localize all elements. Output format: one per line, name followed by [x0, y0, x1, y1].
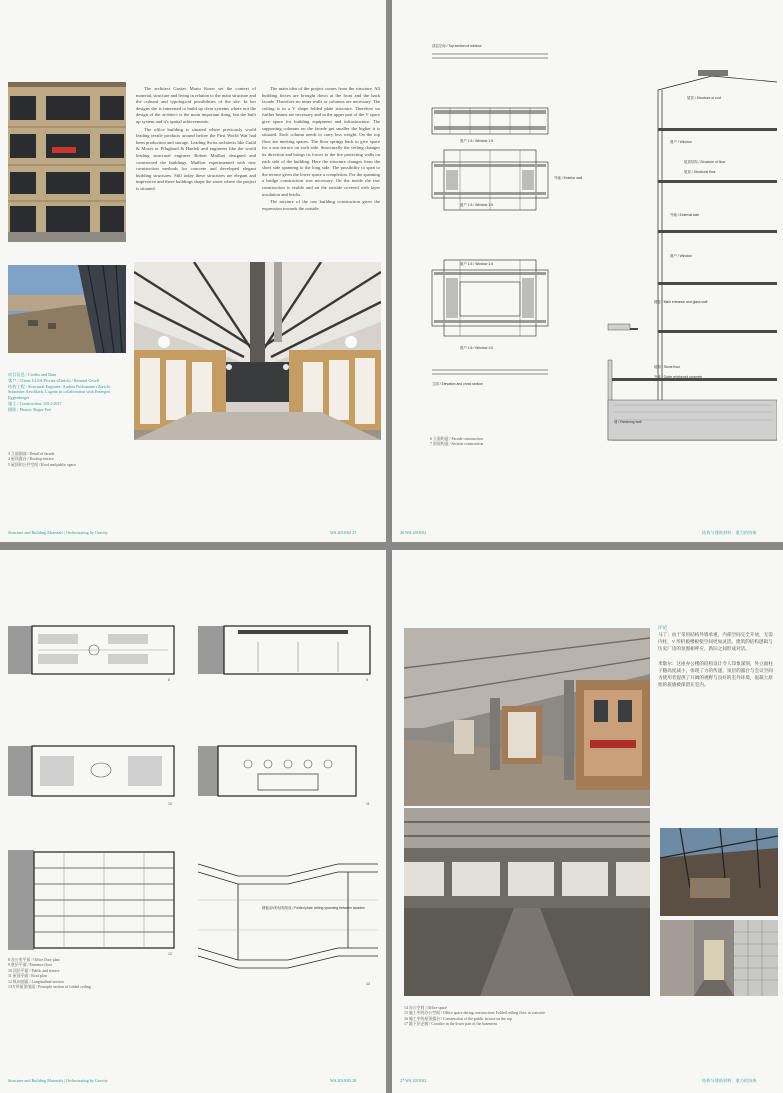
longitudinal-section — [8, 850, 176, 950]
caption: 6 立面构造 / Facade construction — [430, 437, 483, 441]
caption: 14 办公空间 / Office space — [404, 1006, 447, 1010]
caption: 17 地下层走廊 / Corridor in the lower part of the basement — [404, 1022, 497, 1027]
drawing-label: 顶层空间 / Top section of window — [432, 44, 482, 48]
drawing-label: 外墙 / External wall — [670, 213, 699, 217]
drawing-label: 窗户 1:5 / Window 1:5 — [460, 203, 493, 207]
corridor-photo — [660, 920, 778, 996]
page-number: 25 — [352, 530, 357, 535]
drawing-label: 窗户 / Window — [670, 140, 692, 144]
figure-captions — [8, 452, 76, 468]
figure-captions — [8, 958, 91, 990]
commentary-paragraph: 米歇尔：这座办公楼的结构设计令人印象深刻，外立面柱子随高度减小，体现了力的传递，顶层的露台与会议空间为使用者提供了开阔的视野与良好的室外环境，混凝土原始的质感被保留在室内。 — [658, 661, 773, 687]
office-space-photo — [404, 628, 650, 806]
credit-line: Eggenberger — [8, 395, 30, 401]
page-footer-left: Structure and Building Materials | Orchestrating by Gravity — [8, 530, 108, 535]
folded-ceiling-section — [198, 850, 378, 982]
public-terrace-plan — [8, 740, 176, 802]
page-footer-right: 结构与建筑材料：重力的协奏 — [702, 1078, 757, 1083]
credit-line: 结构工程 / Structural Engineer: Andrea Fuchsmann (Zürich) — [8, 383, 111, 389]
office-floor-plan — [8, 622, 176, 678]
issue: 2018/02 — [412, 530, 427, 535]
commentary-title: 评论 — [658, 625, 668, 630]
page-25 — [0, 0, 386, 542]
page-number: 26 — [400, 530, 405, 535]
project-credits — [8, 372, 132, 413]
page-number: 28 — [352, 1078, 357, 1083]
drawing-label: 窗户 1:5 / Window 1:5 — [460, 139, 493, 143]
page-footer-right — [330, 1078, 356, 1083]
article-paragraph: The office building is situated where previously world leading textile products around before the First World War had been production and storage. Leading Swiss architects like Guild & Moser or Pflughard & Haefeli and engineers like the world leading structural engineer Robert Maillart designed and constructed the buildings. Maillart experimented with new construction methods for concrete and developed elegant building structures. Still today these structures are elegant and impressive and these buildings shape the street where the project is situated. — [136, 126, 256, 191]
caption: 10 顶层平面 / Public and terrace — [8, 968, 60, 973]
interior-photo — [134, 262, 381, 440]
caption: 15 施工中的办公空间 / Office space during construction: Folded ceiling floor in concrete — [404, 1011, 545, 1016]
page-footer-right — [330, 530, 356, 535]
drawing-label: 外墙 / Exterior wall — [554, 176, 583, 180]
caption: 4 屋顶露台 / Rooftop terrace — [8, 457, 54, 462]
entrance-floor-plan — [198, 622, 372, 678]
page-footer-right: 结构与建筑材料：重力的协奏 — [702, 530, 757, 535]
facade-elevation-drawing — [430, 50, 550, 390]
article-body — [136, 86, 256, 194]
figure-number: 8 — [168, 678, 170, 682]
drawing-label: 屋顶 / Structural floor — [684, 170, 716, 174]
section-note: 楼板由V形结构组成 / Folded plate ceiling spanning between facades — [262, 906, 365, 910]
drawing-label: 屋顶 / Structure of roof — [687, 96, 721, 100]
credit-line: 客户 / Client: ELSA/Private (Zürich) / Bernard Gesell — [8, 377, 100, 383]
figure-number: 10 — [168, 802, 172, 806]
construction-photo — [404, 808, 650, 996]
figure-number: 12 — [168, 952, 172, 956]
roof-plan — [198, 740, 372, 802]
drawing-label: 立面 / Elevation and cross section — [432, 382, 483, 386]
page-27 — [392, 550, 783, 1093]
figure-number: 13 — [366, 982, 370, 986]
rooftop-construction-photo — [660, 828, 778, 916]
drawing-label: 地面 / Stone floor — [654, 365, 681, 369]
page-footer-left — [400, 1078, 426, 1083]
issue: 2018/02 — [337, 1078, 352, 1083]
article-paragraph: The main idea of the project comes from the structure. All building forces are brought down at the front and the back facade. Therefore no inner walls or columns are necessary. The ceiling is in a V shape folded plate structure. Therefore no further beams are necessary and in the upper part of the V space give space for building equipment and infrastructure. The supporting columns on the facade get smaller the higher it is situated. Each column needs to carry less weight. On the top floor are meeting spaces. The floor springs back to give space for a sun terrace on each side. Structurally the ceiling changes its direction and brings its forces to the fire protecting walls on each side of the building. Here the structure changes from the short side spanning to the long side. The possibility to span to the terrace gives the lower space a completion. For the spanning a bridge construction was necessary. On the inside the raw construction is visible and on the outside covered with layer insulation and bricks. — [262, 86, 380, 197]
terrace-photo — [8, 265, 126, 353]
page-28 — [0, 550, 386, 1093]
facade-photo — [8, 82, 126, 242]
drawing-label: 窗户 / Window — [670, 254, 692, 258]
figure-number: 11 — [366, 802, 370, 806]
drawing-label: 窗户 1:5 / Window 1:5 — [460, 262, 493, 266]
article-paragraph: The architect Gustav Mario Knorr set the context of material, structure and living in relation to the main structure and the cultural and typological possibilities of the site. In her designs she is interested to build up clear systems where not the design of the architect is the main important thing, but the built up system and it's spatial achievements. — [136, 86, 256, 124]
commentary-paragraph: 马丁：由于采用结构外墙承重，内部空间完全开放，无需内柱，V 形折板楼板使空间更加灵活。建筑的结构逻辑与历史厂房的氛围相呼应，新旧之间形成对话。 — [658, 632, 773, 651]
page-26 — [392, 0, 783, 542]
magazine-name: WA — [330, 530, 337, 535]
caption: 8 办公室平面 / Office floor plan — [8, 958, 60, 962]
drawing-label: 外墙 / Outer reinforced concrete — [654, 375, 703, 379]
caption: 12 纵向剖面 / Longitudinal section — [8, 979, 64, 984]
caption: 11 屋顶平面 / Roof plan — [8, 974, 47, 979]
page-footer-left: Structure and Building Materials | Orchestrating by Gravity — [8, 1078, 108, 1083]
magazine-name: WA — [405, 1078, 412, 1083]
page-number: 27 — [400, 1078, 405, 1083]
caption: 5 屋顶和公共空间 / Roof and public space — [8, 462, 76, 467]
drawing-label: 墙 / Retaining wall — [614, 420, 642, 424]
article-paragraph: The mixture of the raw building construction gives the expression towards the outside. — [262, 199, 380, 211]
caption: 16 施工中的屋顶露台 / Construction of the public terrace on the top — [404, 1016, 512, 1021]
drawing-label: 窗户 1:5 / Window 1:5 — [460, 346, 493, 350]
article-body-col2 — [262, 86, 380, 213]
issue: 2018/02 — [412, 1078, 427, 1083]
credit-line: 摄影 / Photos: Roger Frei — [8, 406, 52, 412]
page-footer-left — [400, 530, 426, 535]
caption: 7 剖面构造 / Section construction — [430, 442, 484, 447]
caption: 13 V形屋顶剖面 / Principle section of folded ceiling — [8, 985, 91, 990]
figure-captions — [430, 437, 483, 448]
credit-line: 项目信息 / Credits and Data — [8, 372, 57, 377]
caption: 3 立面细部 / Detail of facade — [8, 452, 55, 456]
credit-line: 施工 / Construction: 2014-2017 — [8, 400, 62, 406]
magazine-name: WA — [405, 530, 412, 535]
drawing-label: 楼板 / Main entrance and glass wall — [654, 300, 708, 304]
issue: 2018/02 — [337, 530, 352, 535]
commentary — [658, 624, 776, 688]
figure-number: 9 — [366, 678, 368, 682]
caption: 9 底层平面 / Entrance floor — [8, 963, 52, 968]
credit-line: Schneider Aeschlach, Lugano in collaboration with Emergen — [8, 389, 110, 395]
drawing-label: 屋顶结构 / Structure of floor — [684, 160, 726, 164]
figure-captions — [404, 1006, 545, 1028]
magazine-name: WA — [330, 1078, 337, 1083]
